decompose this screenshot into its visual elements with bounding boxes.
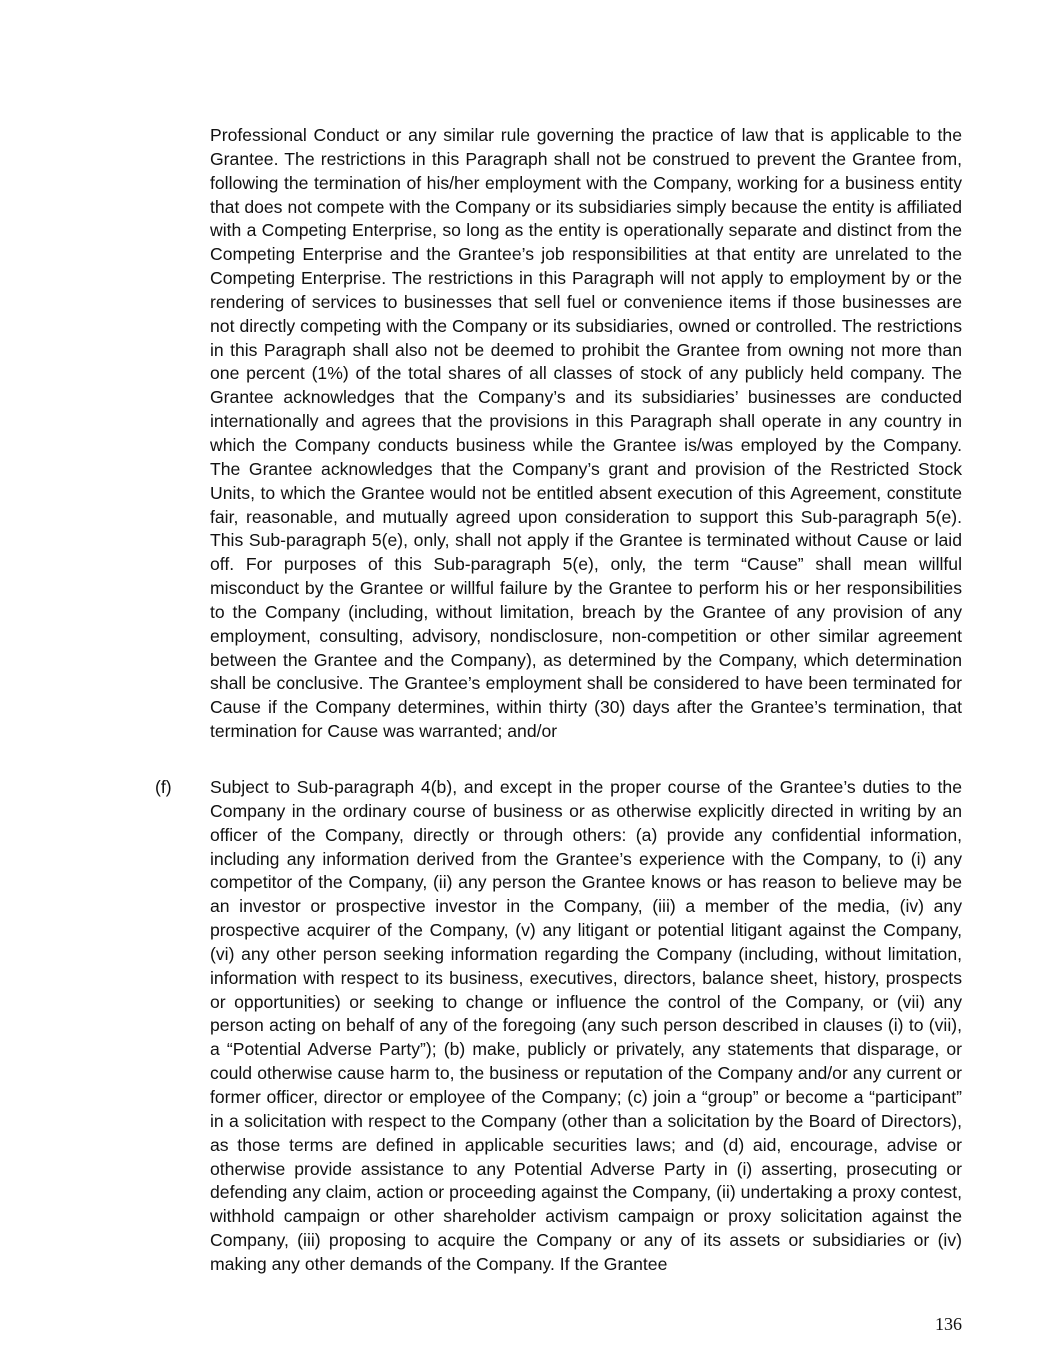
paragraph-f-text: Subject to Sub-paragraph 4(b), and except in the proper course of the Grantee’s duties to the Company in the ordinary course of business or as otherwise explicitly directed in writing by an officer of the Company, directly or through others: (a) provide any confidential information, including any information derived from the Grantee’s experience with the Company, to (i) any competitor of the Company, (ii) any person the Grantee knows or has reason to believe may be an investor or prospective investor in the Company, (iii) a member of the media, (iv) any prospective acquirer of the Company, (v) any litigant or potential litigant against the Company, (vi) any other person seeking information regarding the Company (including, without limitation, information with respect to its business, executives, directors, balance sheet, history, prospects or opportunities) or seeking to change or influence the control of the Company, or (vii) any person acting on behalf of any of the foregoing (any such person described in clauses (i) to (vii), a “Potential Adverse Party”); (b) make, publicly or privately, any statements that disparage, or could otherwise cause harm to, the business or reputation of the Company and/or any current or former officer, director or employee of the Company; (c) join a “group” or become a “participant” in a solicitation with respect to the Company (other than a solicitation by the Board of Directors), as those terms are defined in applicable securities laws; and (d) aid, encourage, advise or otherwise provide assistance to any Potential Adverse Party in (i) asserting, prosecuting or defending any claim, action or proceeding against the Company, (ii) undertaking a proxy contest, withhold campaign or other shareholder activism campaign or proxy solicitation against the Company, (iii) proposing to acquire the Company or any of its assets or subsidiaries or (iv) making any other demands of the Company. If the Grantee (210, 777, 962, 1274)
paragraph-e-continuation: Professional Conduct or any similar rule governing the practice of law that is applicable to the Grantee. The restrictions in this Paragraph shall not be construed to prevent the Grantee from, following the termination of his/her employment with the Company, working for a business entity that does not compete with the Company or its subsidiaries simply because the entity is affiliated with a Competing Enterprise, so long as the entity is operationally separate and distinct from the Competing Enterprise and the Grantee’s job responsibilities at that entity are unrelated to the Competing Enterprise. The restrictions in this Paragraph will not apply to employment by or the rendering of services to businesses that sell fuel or convenience items if those businesses are not directly competing with the Company or its subsidiaries, owned or controlled. The restrictions in this Paragraph shall also not be deemed to prohibit the Grantee from owning not more than one percent (1%) of the total shares of all classes of stock of any publicly held company. The Grantee acknowledges that the Company’s and its subsidiaries’ businesses are conducted internationally and agrees that the provisions in this Paragraph shall operate in any country in which the Company conducts business while the Grantee is/was employed by the Company. The Grantee acknowledges that the Company’s grant and provision of the Restricted Stock Units, to which the Grantee would not be entitled absent execution of this Agreement, constitute fair, reasonable, and mutually agreed upon consideration to support this Sub-paragraph 5(e). This Sub-paragraph 5(e), only, shall not apply if the Grantee is terminated without Cause or laid off. For purposes of this Sub-paragraph 5(e), only, the term “Cause” shall mean willful misconduct by the Grantee or willful failure by the Grantee to perform his or her responsibilities to the Company (including, without limitation, breach by the Grantee of any provision of any employment, consulting, advisory, nondisclosure, non-competition or other similar agreement between the Grantee and the Company), as determined by the Company, which determination shall be conclusive. The Grantee’s employment shall be considered to have been terminated for Cause if the Company determines, within thirty (30) days after the Grantee’s termination, that termination for Cause was warranted; and/or (210, 125, 962, 742)
page-number: 136 (935, 1314, 962, 1334)
paragraph-f-label: (f) (155, 777, 172, 797)
